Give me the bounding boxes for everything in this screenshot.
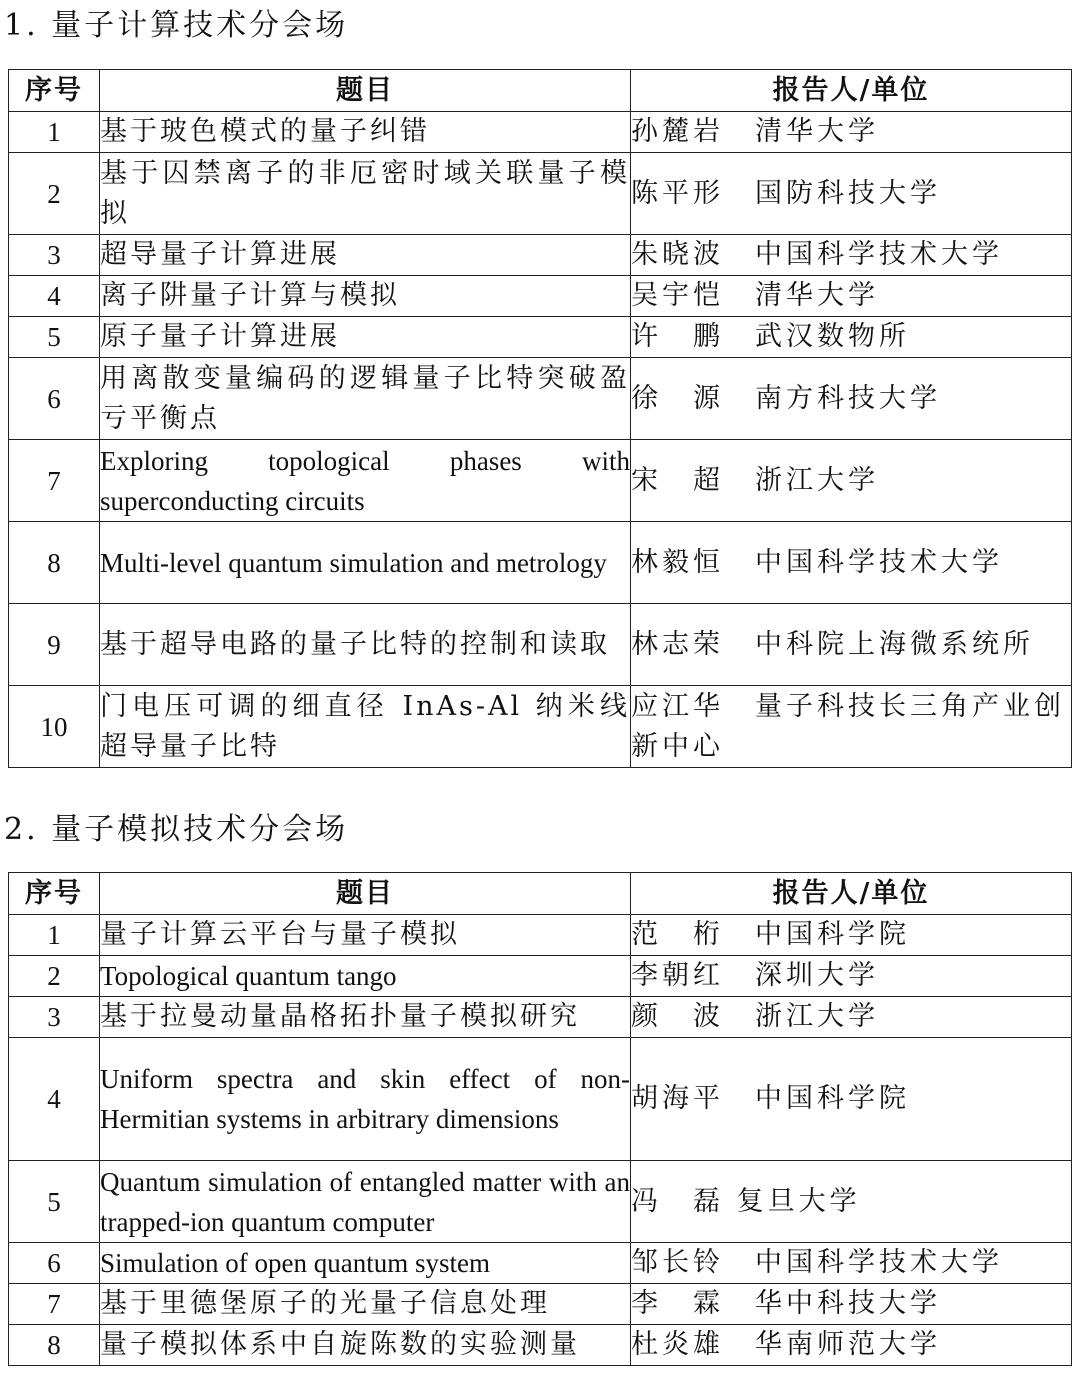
talk-title: 量子计算云平台与量子模拟 (100, 915, 631, 956)
section-1-heading: 1. 量子计算技术分会场 (4, 8, 349, 43)
talk-title: 基于里德堡原子的光量子信息处理 (100, 1284, 631, 1325)
row-number: 8 (9, 522, 100, 604)
talk-title: Uniform spectra and skin effect of non-Hermitian systems in arbitrary dimensions (100, 1038, 631, 1161)
talk-title: Topological quantum tango (100, 956, 631, 997)
speaker-affiliation: 许 鹏 武汉数物所 (631, 317, 1072, 358)
speaker-affiliation: 徐 源 南方科技大学 (631, 358, 1072, 440)
table-row (9, 915, 1072, 956)
row-number: 6 (9, 1243, 100, 1284)
speaker-affiliation: 陈平形 国防科技大学 (631, 153, 1072, 235)
table-row (9, 604, 1072, 686)
section-2-heading: 2. 量子模拟技术分会场 (4, 812, 349, 847)
speaker-affiliation: 宋 超 浙江大学 (631, 440, 1072, 522)
talk-title: Multi-level quantum simulation and metrology (100, 522, 631, 604)
section-2-table (8, 872, 1072, 1366)
header-speaker: 报告人/单位 (631, 873, 1072, 915)
header-number: 序号 (9, 70, 100, 112)
table-header-row (9, 873, 1072, 915)
table-row (9, 235, 1072, 276)
speaker-affiliation: 朱晓波 中国科学技术大学 (631, 235, 1072, 276)
row-number: 1 (9, 112, 100, 153)
row-number: 4 (9, 276, 100, 317)
table-row (9, 112, 1072, 153)
row-number: 7 (9, 1284, 100, 1325)
speaker-affiliation: 范 桁 中国科学院 (631, 915, 1072, 956)
speaker-affiliation: 冯 磊 复旦大学 (631, 1161, 1072, 1243)
row-number: 10 (9, 686, 100, 768)
table-row (9, 1325, 1072, 1366)
row-number: 5 (9, 1161, 100, 1243)
table-row (9, 1161, 1072, 1243)
speaker-affiliation: 孙麓岩 清华大学 (631, 112, 1072, 153)
header-title: 题目 (100, 70, 631, 112)
speaker-affiliation: 应江华 量子科技长三角产业创新中心 (631, 686, 1072, 768)
row-number: 1 (9, 915, 100, 956)
speaker-affiliation: 李朝红 深圳大学 (631, 956, 1072, 997)
section-1-table (8, 69, 1072, 768)
talk-title: Simulation of open quantum system (100, 1243, 631, 1284)
talk-title: 原子量子计算进展 (100, 317, 631, 358)
talk-title: 用离散变量编码的逻辑量子比特突破盈亏平衡点 (100, 358, 631, 440)
row-number: 7 (9, 440, 100, 522)
talk-title: 量子模拟体系中自旋陈数的实验测量 (100, 1325, 631, 1366)
talk-title: Exploring topological phases with superconducting circuits (100, 440, 631, 522)
table-row (9, 440, 1072, 522)
speaker-affiliation: 颜 波 浙江大学 (631, 997, 1072, 1038)
talk-title: 基于囚禁离子的非厄密时域关联量子模拟 (100, 153, 631, 235)
speaker-affiliation: 林志荣 中科院上海微系统所 (631, 604, 1072, 686)
talk-title: 门电压可调的细直径 InAs-Al 纳米线超导量子比特 (100, 686, 631, 768)
row-number: 8 (9, 1325, 100, 1366)
talk-title: 基于超导电路的量子比特的控制和读取 (100, 604, 631, 686)
row-number: 3 (9, 235, 100, 276)
talk-title: 基于拉曼动量晶格拓扑量子模拟研究 (100, 997, 631, 1038)
talk-title: Quantum simulation of entangled matter with an trapped-ion quantum computer (100, 1161, 631, 1243)
talk-title: 离子阱量子计算与模拟 (100, 276, 631, 317)
row-number: 3 (9, 997, 100, 1038)
table-row (9, 276, 1072, 317)
row-number: 5 (9, 317, 100, 358)
row-number: 2 (9, 956, 100, 997)
table-row (9, 522, 1072, 604)
header-title: 题目 (100, 873, 631, 915)
table-row (9, 358, 1072, 440)
table-row (9, 1243, 1072, 1284)
table-row (9, 1284, 1072, 1325)
speaker-affiliation: 胡海平 中国科学院 (631, 1038, 1072, 1161)
table-row (9, 153, 1072, 235)
speaker-affiliation: 邹长铃 中国科学技术大学 (631, 1243, 1072, 1284)
speaker-affiliation: 林毅恒 中国科学技术大学 (631, 522, 1072, 604)
table-row (9, 1038, 1072, 1161)
header-speaker: 报告人/单位 (631, 70, 1072, 112)
speaker-affiliation: 李 霖 华中科技大学 (631, 1284, 1072, 1325)
table-row (9, 956, 1072, 997)
speaker-affiliation: 杜炎雄 华南师范大学 (631, 1325, 1072, 1366)
table-row (9, 997, 1072, 1038)
table-header-row (9, 70, 1072, 112)
row-number: 9 (9, 604, 100, 686)
speaker-affiliation: 吴宇恺 清华大学 (631, 276, 1072, 317)
table-row (9, 317, 1072, 358)
row-number: 2 (9, 153, 100, 235)
talk-title: 超导量子计算进展 (100, 235, 631, 276)
header-number: 序号 (9, 873, 100, 915)
row-number: 4 (9, 1038, 100, 1161)
table-row (9, 686, 1072, 768)
talk-title: 基于玻色模式的量子纠错 (100, 112, 631, 153)
row-number: 6 (9, 358, 100, 440)
